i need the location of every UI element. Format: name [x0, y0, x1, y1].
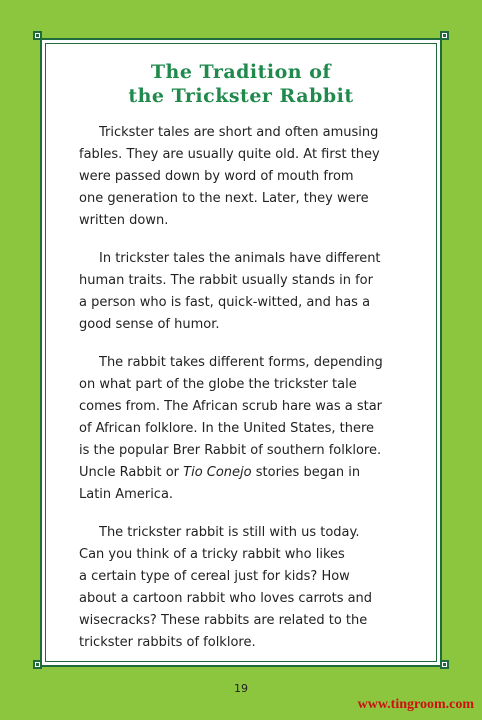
text-line: of African folklore. In the United States, there [79, 421, 375, 436]
text-line: The rabbit takes different forms, depending [99, 355, 383, 370]
text-line: human traits. The rabbit usually stands in for [79, 273, 373, 288]
text-line: were passed down by word of mouth from [79, 169, 354, 184]
text-line: trickster rabbits of folklore. [79, 635, 256, 650]
paragraph [79, 352, 409, 506]
watermark-text: www.tingroom.com [357, 697, 474, 712]
paragraph [79, 248, 409, 336]
text-line: wisecracks? These rabbits are related to the [79, 613, 368, 628]
corner-ornament [440, 31, 449, 40]
text-line: a person who is fast, quick-witted, and has a [79, 295, 371, 310]
text-line: about a cartoon rabbit who loves carrots and [79, 591, 373, 606]
text-line: fables. They are usually quite old. At first they [79, 147, 380, 162]
text-line: on what part of the globe the trickster tale [79, 377, 357, 392]
text-line: In trickster tales the animals have different [99, 251, 381, 266]
text-line: good sense of humor. [79, 317, 220, 332]
text-line: written down. [79, 213, 169, 228]
title-line-1: The Tradition of [150, 61, 332, 83]
text-line: Trickster tales are short and often amusing [99, 125, 379, 140]
text-line: is the popular Brer Rabbit of southern folklore. [79, 443, 382, 458]
italic-term: Tio Conejo [183, 465, 252, 480]
corner-ornament [440, 660, 449, 669]
page-number: 19 [234, 682, 248, 695]
text-run: Uncle Rabbit or [79, 465, 184, 480]
text-line: one generation to the next. Later, they were [79, 191, 369, 206]
text-line: Can you think of a tricky rabbit who likes [79, 547, 345, 562]
text-line: The trickster rabbit is still with us today. [99, 525, 360, 540]
text-line: Latin America. [79, 487, 174, 502]
corner-ornament [33, 31, 42, 40]
title-line-2: the Trickster Rabbit [128, 85, 354, 107]
corner-ornament [33, 660, 42, 669]
article-body [79, 122, 409, 670]
paragraph [79, 122, 409, 232]
text-line: a certain type of cereal just for kids? How [79, 569, 350, 584]
paragraph [79, 522, 409, 654]
page-title [40, 60, 442, 108]
text-run: stories began in [251, 465, 361, 480]
text-line [79, 462, 409, 484]
text-line: comes from. The African scrub hare was a star [79, 399, 383, 414]
